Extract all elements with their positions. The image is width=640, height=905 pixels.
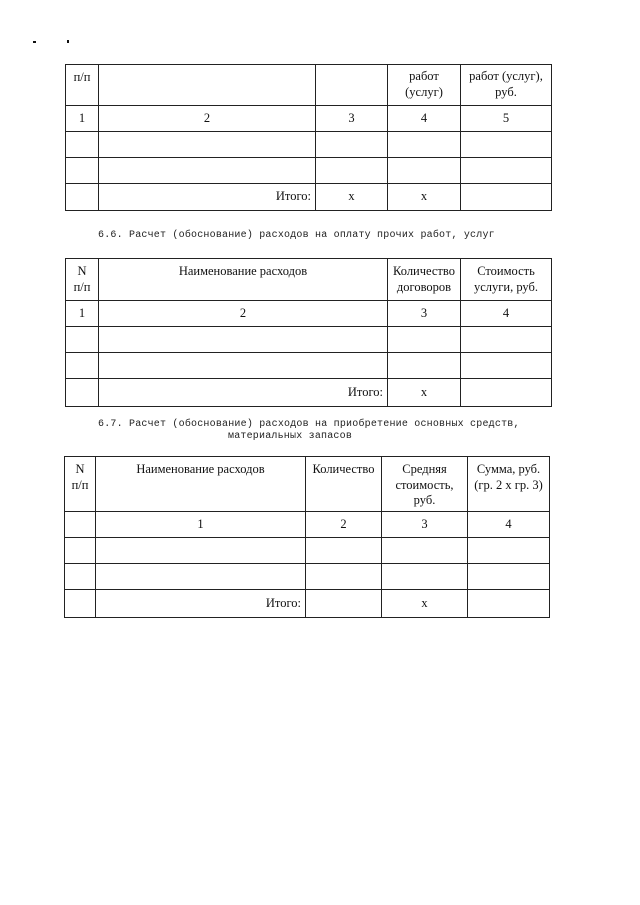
col-header: Стоимость услуги, руб.	[461, 259, 552, 301]
col-header: Сумма, руб. (гр. 2 x гр. 3)	[468, 457, 550, 512]
table-6-7	[64, 456, 550, 618]
table-row	[66, 327, 552, 353]
col-header: Средняя стоимость, руб.	[382, 457, 468, 512]
table-total-row	[66, 379, 552, 407]
col-header: работ (услуг), руб.	[461, 65, 552, 106]
col-header: N п/п	[66, 259, 99, 301]
table-row	[66, 353, 552, 379]
col-number: 4	[461, 301, 552, 327]
col-header	[316, 65, 388, 106]
total-cell: x	[382, 590, 468, 618]
table-6-6	[65, 258, 552, 407]
col-header: п/п	[66, 65, 99, 106]
col-number: 1	[66, 301, 99, 327]
table-row	[65, 538, 550, 564]
col-number: 3	[316, 106, 388, 132]
total-label: Итого:	[99, 379, 388, 407]
col-header: работ (услуг)	[388, 65, 461, 106]
table-total-row	[65, 590, 550, 618]
table-number-row	[66, 106, 552, 132]
table-header-row	[66, 65, 552, 106]
total-cell: x	[316, 184, 388, 211]
section-6-7-caption: 6.7. Расчет (обоснование) расходов на приобретение основных средств,	[98, 419, 520, 430]
col-header: Количество	[306, 457, 382, 512]
scan-speck	[33, 41, 36, 43]
total-label: Итого:	[96, 590, 306, 618]
col-number: 4	[388, 106, 461, 132]
total-label: Итого:	[99, 184, 316, 211]
table-row	[66, 132, 552, 158]
col-number: 5	[461, 106, 552, 132]
table-row	[66, 158, 552, 184]
table-continued	[65, 64, 552, 211]
col-number: 4	[468, 512, 550, 538]
table-header-row	[66, 259, 552, 301]
col-header: Наименование расходов	[99, 259, 388, 301]
scan-speck	[67, 40, 69, 43]
col-number: 1	[66, 106, 99, 132]
col-number: 1	[96, 512, 306, 538]
table-header-row	[65, 457, 550, 512]
col-header: N п/п	[65, 457, 96, 512]
table-number-row	[66, 301, 552, 327]
table-total-row	[66, 184, 552, 211]
col-number: 2	[99, 301, 388, 327]
col-number: 3	[382, 512, 468, 538]
col-header: Наименование расходов	[96, 457, 306, 512]
col-header	[99, 65, 316, 106]
col-header: Количество договоров	[388, 259, 461, 301]
total-cell: x	[388, 379, 461, 407]
col-number: 2	[306, 512, 382, 538]
table-row	[65, 564, 550, 590]
table-number-row	[65, 512, 550, 538]
col-number: 3	[388, 301, 461, 327]
total-cell: x	[388, 184, 461, 211]
section-6-6-caption: 6.6. Расчет (обоснование) расходов на оплату прочих работ, услуг	[98, 230, 495, 241]
col-number	[65, 512, 96, 538]
col-number: 2	[99, 106, 316, 132]
section-6-7-caption-cont: материальных запасов	[228, 431, 353, 442]
